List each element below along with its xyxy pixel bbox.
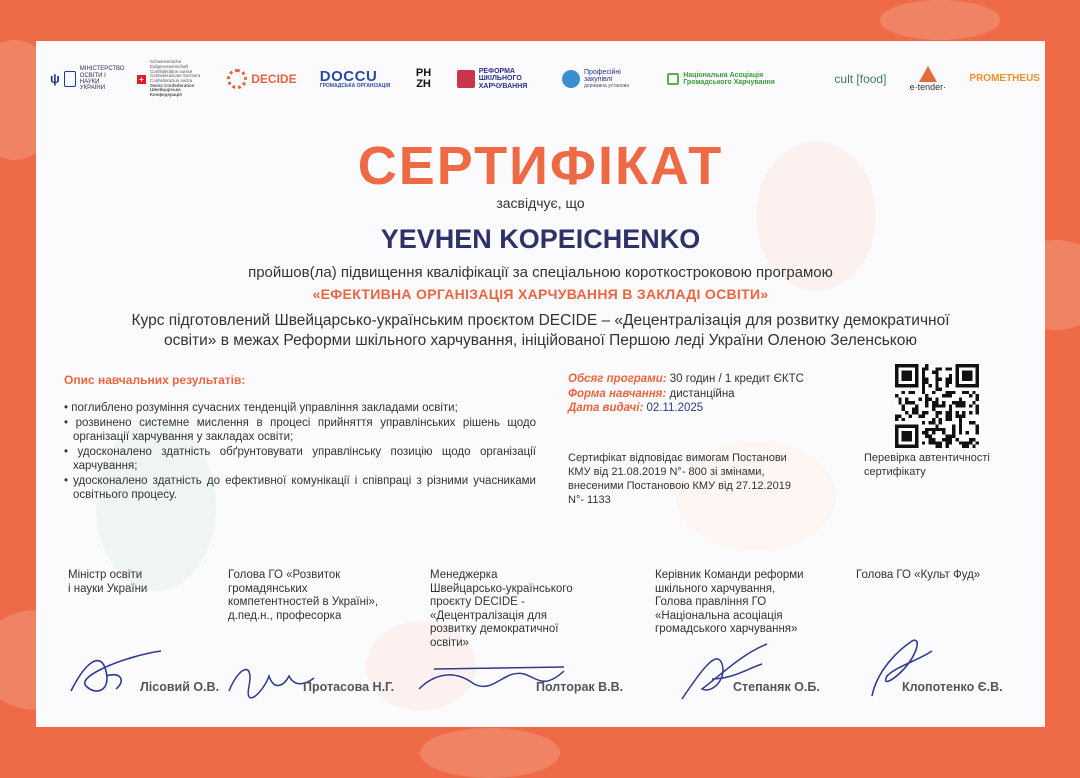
partner-logos bbox=[50, 57, 1040, 101]
volume-label: Обсяг програми: bbox=[568, 373, 667, 385]
date-value: 02.11.2025 bbox=[646, 402, 704, 414]
certificate-intro: засвідчує, що bbox=[496, 195, 585, 211]
list-item: • удосконалено здатність до ефективної комунікації і співпраці з різними учасниками освітнього процесу. bbox=[64, 474, 536, 503]
signatory-name-1: Лісовий О.В. bbox=[140, 680, 220, 694]
prozorro-emblem-icon bbox=[562, 70, 580, 88]
certificate-title: СЕРТИФІКАТ bbox=[357, 136, 724, 196]
signature-2 bbox=[224, 656, 324, 701]
signatory-role-4: Керівник Команди реформи шкільного харчування, Голова правління ГО «Національна асоціація громадського харчування» bbox=[655, 569, 804, 635]
signatory-role-3: Менеджерка Швейцарсько-українського проєкту DECIDE - «Децентралізація для розвитку демократичної освіти» bbox=[430, 569, 573, 649]
phzh-logo: PH ZH bbox=[415, 67, 432, 90]
certificate-card bbox=[36, 41, 1045, 727]
signatory-role-5: Голова ГО «Культ Фуд» bbox=[856, 569, 981, 581]
signatory-name-5: Клопотенко Є.В. bbox=[902, 680, 1003, 694]
decorative-vegetable bbox=[880, 0, 1000, 40]
form-label: Форма навчання: bbox=[568, 387, 667, 400]
reform-emblem-icon bbox=[457, 70, 475, 88]
recipient-name: YEVHEN KOPEICHENKO bbox=[380, 224, 701, 254]
list-item: • поглиблено розуміння сучасних тенденцій управління закладами освіти; bbox=[64, 401, 536, 416]
signatory-name-3: Полторак В.В. bbox=[536, 680, 624, 694]
ministry-emblem-icon bbox=[64, 71, 76, 87]
trident-icon: ψ bbox=[50, 71, 60, 87]
signature-4 bbox=[672, 639, 772, 704]
prometheus-logo: PROMETHEUS bbox=[969, 72, 1040, 84]
prozorro-logo: Професійні закупівлі державна установа bbox=[562, 69, 644, 89]
program-meta bbox=[568, 372, 804, 416]
signatory-role-2: Голова ГО «Розвиток громадянських компетентностей в Україні», д.пед.н., професорка bbox=[228, 569, 379, 622]
volume-value: 30 годин / 1 кредит ЄКТС bbox=[669, 373, 804, 385]
qr-code[interactable] bbox=[892, 364, 982, 448]
list-item: • удосконалено здатність обґрунтовувати управлінську позицію щодо організації харчування; bbox=[64, 445, 536, 474]
decorative-vegetable bbox=[420, 728, 560, 778]
form-value: дистанційна bbox=[669, 387, 735, 400]
swiss-flag-icon: + bbox=[137, 75, 146, 84]
cult-food-logo: cult [food] bbox=[834, 71, 887, 86]
nahg-logo: Національна Асоціація Громадського Харчування bbox=[667, 72, 811, 87]
list-item: • розвинено системне мислення в процесі прийняття управлінських рішень щодо організації харчування у закладах освіти; bbox=[64, 416, 536, 445]
signatory-role-1: Міністр освіти і науки України bbox=[68, 569, 148, 595]
etender-logo: e·tender· bbox=[910, 66, 947, 92]
outcomes-title: Опис навчальних результатів: bbox=[64, 373, 246, 387]
ministry-logo: ψ МІНІСТЕРСТВО ОСВІТИ І НАУКИ УКРАЇНИ bbox=[50, 66, 125, 92]
program-intro: пройшов(ла) підвищення кваліфікації за спеціальною короткостроковою програмою bbox=[248, 264, 833, 281]
signatory-name-4: Степаняк О.Б. bbox=[733, 680, 820, 694]
qr-caption: Перевірка автентичності сертифікату bbox=[864, 452, 990, 478]
course-description: Курс підготовлений Швейцарсько-українським проєктом DECIDE – «Децентралізація для розвитку демократичної освіти» в межах Реформи шкільного харчування, ініційованої Першою леді України Оленою Зеленською bbox=[131, 312, 950, 349]
date-label: Дата видачі: bbox=[568, 402, 644, 414]
school-meals-reform-logo: РЕФОРМА ШКІЛЬНОГО ХАРЧУВАННЯ bbox=[457, 68, 539, 90]
swiss-logo: + Schweizerische Eidgenossenschaft Confédération suisse Confederazione Svizzera Confederaziun svizra Swiss Confederation Швейцарська Конфедерація bbox=[137, 60, 204, 98]
doccu-logo: DOCCU ГРОМАДСЬКА ОРГАНІЗАЦІЯ bbox=[319, 67, 391, 90]
legal-note: Сертифікат відповідає вимогам Постанови КМУ від 21.08.2019 N°- 800 зі змінами, внесеними Постановою КМУ від 27.12.2019 N°- 1133 bbox=[568, 452, 791, 506]
program-name: «ЕФЕКТИВНА ОРГАНІЗАЦІЯ ХАРЧУВАННЯ В ЗАКЛАДІ ОСВІТИ» bbox=[312, 286, 769, 302]
decide-ring-icon bbox=[227, 69, 247, 89]
etender-emblem-icon bbox=[919, 66, 937, 82]
nahg-emblem-icon bbox=[667, 73, 679, 85]
decide-logo: DECIDE bbox=[227, 69, 296, 89]
signatory-name-2: Протасова Н.Г. bbox=[303, 680, 395, 694]
outcomes-list bbox=[64, 401, 536, 503]
